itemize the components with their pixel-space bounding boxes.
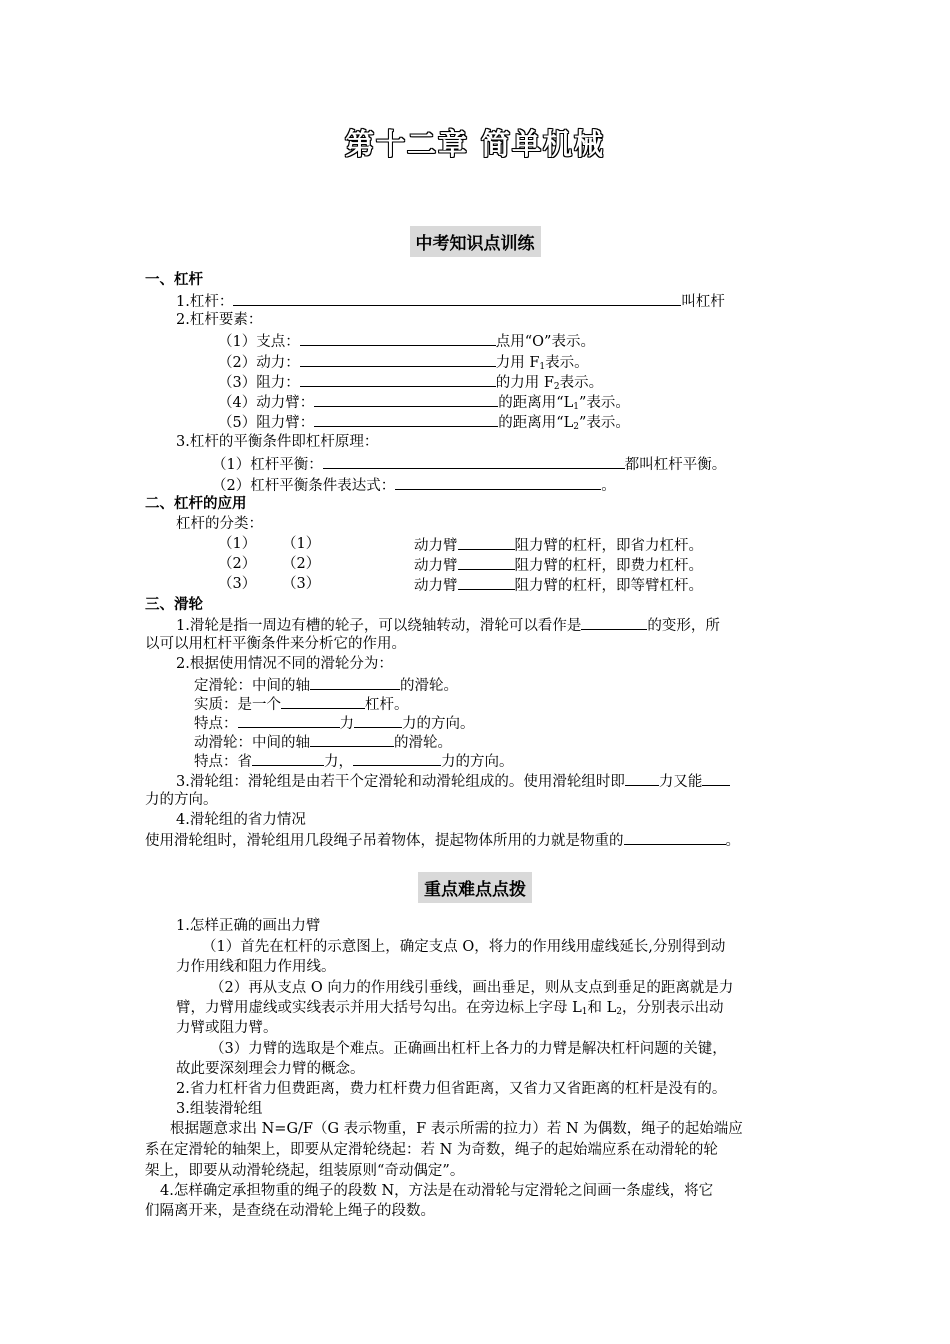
classification-row-text: 动力臂 阻力臂的杠杆，即省力杠杆。 <box>414 534 703 556</box>
fixed-pulley-feature: 特点： 力 力的方向。 <box>194 712 475 734</box>
blank-resistance-arm[interactable] <box>314 411 498 427</box>
key-point-1-step-3: （3）力臂的选取是个难点。正确画出杠杆上各力的力臂是解决杠杆问题的关键， <box>210 1041 727 1057</box>
blank-fixed-feature-1[interactable] <box>238 712 340 728</box>
key-point-1-step-2-end: 力臂或阻力臂。 <box>176 1020 278 1036</box>
blank-block-2[interactable] <box>702 770 730 786</box>
key-point-1-step-1: （1）首先在杠杆的示意图上，确定支点 O，将力的作用线用虚线延长,分别得到动 <box>202 939 726 955</box>
blank-pulley-variant[interactable] <box>581 614 647 630</box>
blank-fixed-feature-2[interactable] <box>354 712 402 728</box>
element-resistance: （3）阻力： 的力用 $F_2$表示。 <box>218 371 603 397</box>
blank-lever-definition[interactable] <box>233 290 681 306</box>
pulley-block-force: 使用滑轮组时，滑轮组用几段绳子吊着物体，提起物体所用的力就是物重的 。 <box>145 829 740 851</box>
classification-row: （1） <box>218 536 257 552</box>
fixed-pulley-essence: 实质：是一个 杠杆。 <box>194 693 409 715</box>
pulley-definition: 1.滑轮是指一周边有槽的轮子，可以绕轴转动，滑轮可以看作是 的变形，所 <box>176 614 720 636</box>
lever-balance-title: 3.杠杆的平衡条件即杠杆原理： <box>176 434 379 450</box>
blank-resistance[interactable] <box>300 371 496 387</box>
heading-lever: 一、杠杆 <box>145 272 203 288</box>
blank-fixed-essence[interactable] <box>281 693 365 709</box>
blank-class-2[interactable] <box>458 554 515 570</box>
key-point-3-title: 3.组装滑轮组 <box>176 1101 263 1117</box>
element-fulcrum: （1）支点： 点用“O”表示。 <box>218 330 595 352</box>
key-point-1-step-2-cont: 臂，力臂用虚线或实线表示并用大括号勾出。在旁边标上字母 $L_1$和 $L_2$，分别表示出动 <box>176 1000 724 1017</box>
classification-row-sub: （3） <box>282 576 321 592</box>
lever-balance-formula: （2）杠杆平衡条件表达式： 。 <box>212 474 616 496</box>
key-point-3-body-3: 架上，即要从动滑轮绕起，组装原则“奇动偶定”。 <box>145 1163 465 1179</box>
classification-row: （3） <box>218 576 257 592</box>
key-point-4: 4.怎样确定承担物重的绳子的段数 N，方法是在动滑轮与定滑轮之间画一条虚线，将它 <box>160 1183 714 1199</box>
key-point-1-step-3-cont: 故此要深刻理会力臂的概念。 <box>176 1061 365 1077</box>
section-banner-knowledge-label: 中考知识点训练 <box>410 226 541 257</box>
blank-fixed-axis[interactable] <box>310 674 400 690</box>
classification-row-sub: （2） <box>282 556 321 572</box>
page-title: 第十二章 简单机械 <box>344 127 606 161</box>
section-banner-key-points <box>0 872 950 903</box>
element-effort-arm: （4）动力臂： 的距离用“$L_1$”表示。 <box>218 391 630 417</box>
blank-block-force[interactable] <box>624 829 726 845</box>
key-point-1-title: 1.怎样正确的画出力臂 <box>176 918 321 934</box>
key-point-2: 2.省力杠杆省力但费距离，费力杠杆费力但省距离，又省力又省距离的杠杆是没有的。 <box>176 1081 727 1097</box>
blank-lever-balance[interactable] <box>323 453 625 469</box>
lever-balance-def: （1）杠杆平衡： 都叫杠杆平衡。 <box>212 453 726 475</box>
blank-class-1[interactable] <box>458 534 515 550</box>
classification-row-text: 动力臂 阻力臂的杠杆，即费力杠杆。 <box>414 554 703 576</box>
blank-movable-axis[interactable] <box>310 731 394 747</box>
blank-class-3[interactable] <box>458 574 515 590</box>
heading-pulley: 三、滑轮 <box>145 597 203 613</box>
pulley-block: 3.滑轮组：滑轮组是由若干个定滑轮和动滑轮组成的。使用滑轮组时即 力又能 <box>176 770 730 792</box>
movable-pulley: 动滑轮：中间的轴 的滑轮。 <box>194 731 452 753</box>
key-point-1-step-2: （2）再从支点 O 向力的作用线引垂线，画出垂足，则从支点到垂足的距离就是力 <box>210 980 734 996</box>
key-point-4-cont: 们隔离开来，是查绕在动滑轮上绳子的段数。 <box>145 1203 435 1219</box>
lever-elements-title: 2.杠杆要素： <box>176 312 263 328</box>
blank-block-1[interactable] <box>625 770 659 786</box>
pulley-types-title: 2.根据使用情况不同的滑轮分为： <box>176 656 393 672</box>
blank-movable-feature-2[interactable] <box>353 750 441 766</box>
pulley-definition-cont: 以可以用杠杆平衡条件来分析它的作用。 <box>145 636 406 652</box>
blank-movable-feature-1[interactable] <box>252 750 324 766</box>
lever-definition: 1.杠杆： 叫杠杆 <box>176 290 725 312</box>
blank-fulcrum[interactable] <box>300 330 496 346</box>
blank-effort[interactable] <box>300 351 496 367</box>
pulley-block-force-title: 4.滑轮组的省力情况 <box>176 812 306 828</box>
section-banner-knowledge <box>0 226 950 257</box>
element-effort: （2）动力： 力用 $F_1$表示。 <box>218 351 589 377</box>
pulley-block-cont: 力的方向。 <box>145 792 218 808</box>
lever-classification: 杠杆的分类： <box>176 516 263 532</box>
blank-balance-formula[interactable] <box>395 474 601 490</box>
section-banner-key-points-label: 重点难点点拨 <box>418 872 532 903</box>
movable-pulley-feature: 特点：省 力， 力的方向。 <box>194 750 514 772</box>
element-resistance-arm: （5）阻力臂： 的距离用“$L_2$”表示。 <box>218 411 630 437</box>
classification-row-sub: （1） <box>282 536 321 552</box>
heading-lever-application: 二、杠杆的应用 <box>145 496 247 512</box>
classification-row-text: 动力臂 阻力臂的杠杆，即等臂杠杆。 <box>414 574 703 596</box>
fixed-pulley: 定滑轮：中间的轴 的滑轮。 <box>194 674 458 696</box>
key-point-3-body-1: 根据题意求出 N=G/F（G 表示物重，F 表示所需的拉力）若 N 为偶数，绳子的起始端应 <box>170 1121 743 1137</box>
blank-effort-arm[interactable] <box>314 391 498 407</box>
classification-row: （2） <box>218 556 257 572</box>
key-point-3-body-2: 系在定滑轮的轴架上，即要从定滑轮绕起：若 N 为奇数，绳子的起始端应系在动滑轮的轮 <box>145 1142 718 1158</box>
key-point-1-step-1-cont: 力作用线和阻力作用线。 <box>176 959 336 975</box>
